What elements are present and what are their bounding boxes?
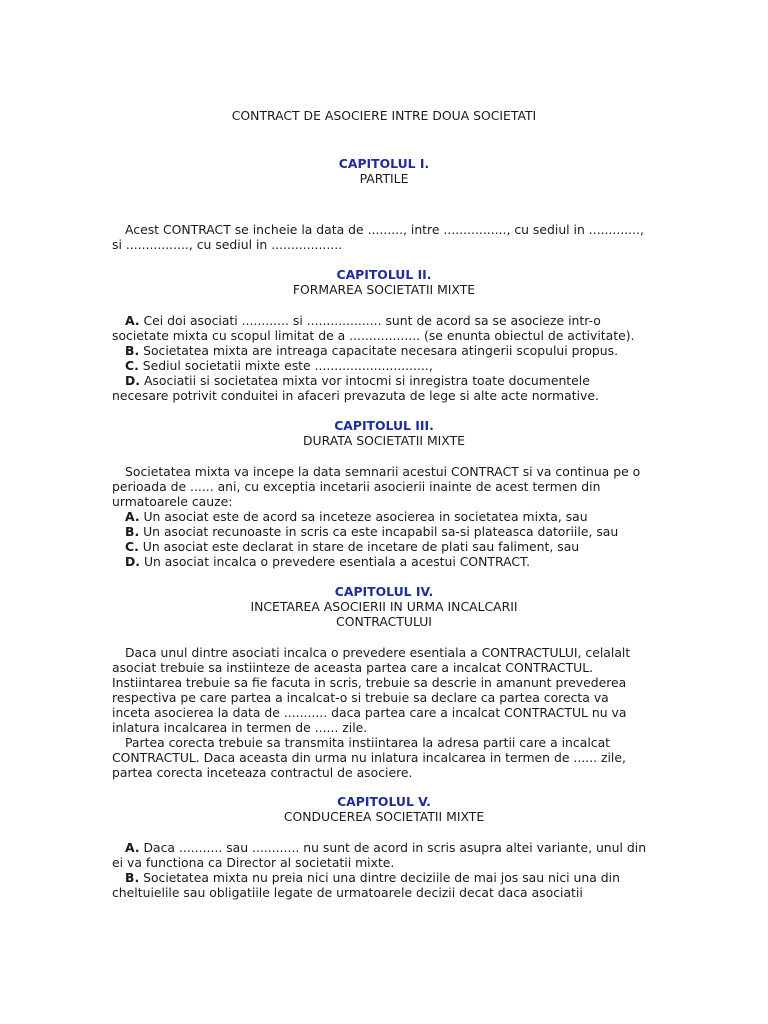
clause-text: Sediul societatii mixte este .............................,	[138, 358, 433, 373]
clause-label: B.	[125, 870, 140, 885]
chapter-2-clauses	[112, 313, 664, 403]
chapter-5-number: CAPITOLUL V.	[337, 794, 431, 809]
chapter-4-heading	[0, 584, 768, 629]
chapter-3-name: DURATA SOCIETATII MIXTE	[303, 433, 465, 448]
clause-text: ei va functiona ca Director al societatii mixte.	[112, 855, 395, 870]
clause-text: Societatea mixta nu preia nici una dintre deciziile de mai jos sau nici una din	[139, 870, 620, 885]
paragraph-line: si ................, cu sediul in ..................	[112, 237, 343, 252]
clause-text: cheltuielile sau obligatiile legate de urmatoarele decizii decat daca asociatii	[112, 885, 583, 900]
chapter-3-number: CAPITOLUL III.	[334, 418, 434, 433]
clause-c	[112, 358, 664, 373]
chapter-4-name: CONTRACTULUI	[336, 614, 432, 629]
clause-text: Un asociat recunoaste in scris ca este incapabil sa-si plateasca datoriile, sau	[139, 524, 619, 539]
chapter-5-name: CONDUCEREA SOCIETATII MIXTE	[283, 809, 485, 824]
clause-label: B.	[125, 343, 140, 358]
clause-text: Un asociat este de acord sa inceteze asocierea in societatea mixta, sau	[139, 509, 588, 524]
chapter-5-heading	[0, 794, 768, 824]
clause-label: A.	[125, 509, 140, 524]
chapter-4-name: INCETAREA ASOCIERII IN URMA INCALCARII	[250, 599, 518, 614]
clause-b	[112, 343, 664, 358]
paragraph-line: Daca unul dintre asociati incalca o prevedere esentiala a CONTRACTULUI, celalalt	[125, 645, 631, 660]
paragraph-line: partea corecta inceteaza contractul de asociere.	[112, 765, 413, 780]
chapter-1-name: PARTILE	[359, 171, 409, 186]
paragraph-line: urmatoarele cauze:	[112, 494, 233, 509]
paragraph-line: Instiintarea trebuie sa fie facuta in scris, trebuie sa descrie in amanunt prevederea	[112, 675, 627, 690]
chapter-1-number: CAPITOLUL I.	[338, 156, 430, 171]
paragraph-line: Societatea mixta va incepe la data semnarii acestui CONTRACT si va continua pe o	[125, 464, 641, 479]
paragraph-line: CONTRACTUL. Daca aceasta din urma nu inlatura incalcarea in termen de ...... zile,	[112, 750, 626, 765]
chapter-3-paragraph	[112, 464, 664, 569]
clause-label: A.	[125, 313, 140, 328]
chapter-2-number: CAPITOLUL II.	[336, 267, 432, 282]
chapter-5-clauses	[112, 840, 664, 900]
clause-text: Asociatii si societatea mixta vor intocmi si inregistra toate documentele	[140, 373, 590, 388]
clause-label: C.	[125, 539, 139, 554]
clause-text: Un asociat incalca o prevedere esentiala a acestui CONTRACT.	[140, 554, 531, 569]
chapter-2-heading	[0, 267, 768, 297]
clause-a	[112, 509, 664, 524]
clause-b	[112, 870, 664, 885]
chapter-1-paragraph	[112, 222, 664, 252]
chapter-4-paragraph	[112, 645, 664, 780]
clause-c	[112, 539, 664, 554]
clause-text: Un asociat este declarat in stare de incetare de plati sau faliment, sau	[138, 539, 580, 554]
clause-label: A.	[125, 840, 140, 855]
clause-label: D.	[125, 373, 140, 388]
clause-text: Societatea mixta are intreaga capacitate necesara atingerii scopului propus.	[139, 343, 619, 358]
paragraph-line: inceta asocierea la data de ........... daca partea care a incalcat CONTRACTUL nu va	[112, 705, 627, 720]
chapter-3-heading	[0, 418, 768, 448]
clause-label: B.	[125, 524, 140, 539]
clause-text: necesare potrivit conduitei in afaceri prevazuta de lege si alte acte normative.	[112, 388, 599, 403]
chapter-4-number: CAPITOLUL IV.	[334, 584, 434, 599]
paragraph-line: asociat trebuie sa instiinteze de aceasta partea care a incalcat CONTRACTUL.	[112, 660, 594, 675]
clause-label: C.	[125, 358, 139, 373]
chapter-2-name: FORMAREA SOCIETATII MIXTE	[292, 282, 476, 297]
clause-label: D.	[125, 554, 140, 569]
paragraph-line: perioada de ...... ani, cu exceptia incetarii asocierii inainte de acest termen din	[112, 479, 601, 494]
paragraph-line: respectiva pe care partea a incalcat-o si trebuie sa declare ca partea corecta va	[112, 690, 609, 705]
clause-text: Daca ........... sau ............ nu sunt de acord in scris asupra altei variante, unul din	[139, 840, 647, 855]
clause-d	[112, 554, 664, 569]
paragraph-line: Acest CONTRACT se incheie la data de ........., intre ................, cu sediul in .............,	[125, 222, 644, 237]
chapter-1-heading	[0, 156, 768, 186]
clause-b	[112, 524, 664, 539]
clause-text: Cei doi asociati ............ si ................... sunt de acord sa se asocieze intr-o	[139, 313, 601, 328]
paragraph-line: inlatura incalcarea in termen de ...... zile.	[112, 720, 368, 735]
clause-a	[112, 840, 664, 855]
paragraph-line: Partea corecta trebuie sa transmita instiintarea la adresa partii care a incalcat	[125, 735, 611, 750]
document-title: CONTRACT DE ASOCIERE INTRE DOUA SOCIETATI	[231, 108, 537, 123]
clause-a	[112, 313, 664, 328]
clause-text: societate mixta cu scopul limitat de a .................. (se enunta obiectul de activitate).	[112, 328, 635, 343]
clause-d	[112, 373, 664, 388]
